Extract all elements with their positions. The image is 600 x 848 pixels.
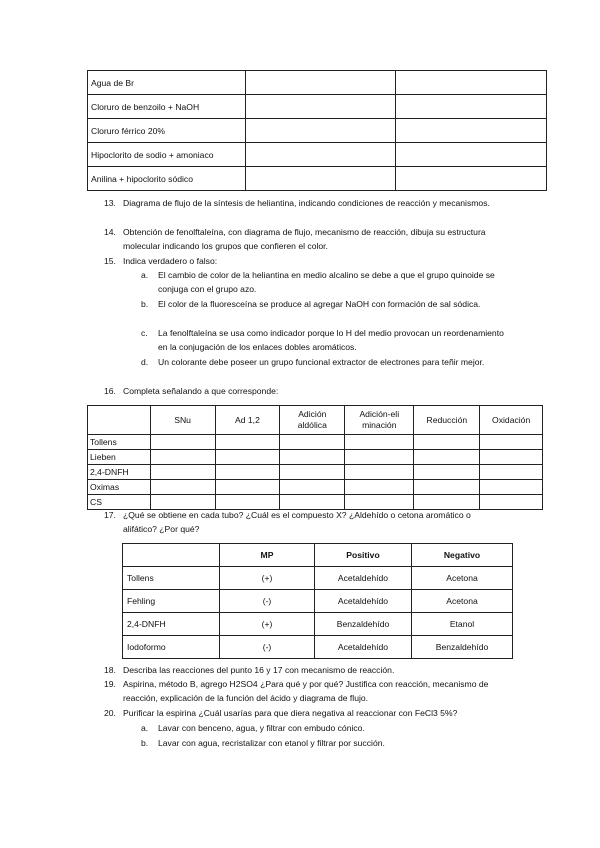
cell	[480, 465, 543, 480]
cell	[150, 435, 215, 450]
question-text: Aspirina, método B, agrego H2SO4 ¿Para qué y por qué? Justifica con reacción, mecanismo de reacción, explicación de la función del ácido y diagrama de flujo.	[123, 679, 489, 703]
table-row	[88, 167, 547, 191]
question-number: 13.	[104, 198, 116, 208]
item-text: Lavar con agua, recristalizar con etanol y filtrar por succión.	[158, 738, 385, 748]
question-number: 16.	[104, 386, 116, 396]
column-header	[123, 544, 220, 567]
row-label: Lieben	[88, 450, 151, 465]
row-label: Cloruro férrico 20%	[88, 119, 246, 143]
column-header: SNu	[150, 406, 215, 435]
cell	[150, 480, 215, 495]
table-header-row	[88, 406, 543, 435]
item-text: Un colorante debe poseer un grupo funcional extractor de electrones para teñir mejor.	[158, 357, 485, 367]
negative-cell: Etanol	[412, 613, 513, 636]
item-text: El color de la fluoresceína se produce al agregar NaOH con formación de sal sódica.	[158, 299, 481, 309]
cell	[345, 465, 414, 480]
question-text: Diagrama de flujo de la síntesis de heliantina, indicando condiciones de reacción y mecanismos.	[123, 198, 490, 208]
mp-cell: (+)	[220, 613, 315, 636]
item-letter: d.	[141, 357, 149, 367]
table-row	[123, 590, 513, 613]
mp-cell: (-)	[220, 590, 315, 613]
column-header: Oxidación	[480, 406, 543, 435]
row-label: Hipoclorito de sodio + amoniaco	[88, 143, 246, 167]
negative-cell: Acetona	[412, 567, 513, 590]
column-header: Adición aldólica	[280, 406, 345, 435]
question-number: 19.	[104, 679, 116, 689]
cell	[280, 480, 345, 495]
cell	[246, 71, 396, 95]
table-row	[88, 450, 543, 465]
table-row	[88, 95, 547, 119]
column-header: Ad 1,2	[215, 406, 280, 435]
row-label: CS	[88, 495, 151, 510]
question-number: 17.	[104, 510, 116, 520]
cell	[150, 450, 215, 465]
table-row	[123, 613, 513, 636]
column-header: Positivo	[315, 544, 412, 567]
cell	[246, 167, 396, 191]
item-text: Lavar con benceno, agua, y filtrar con embudo cónico.	[158, 723, 365, 733]
item-letter: b.	[141, 299, 149, 309]
question-text: Purificar la espirina ¿Cuál usarías para que diera negativa al reaccionar con FeCl3 5%?	[123, 708, 458, 718]
cell	[246, 95, 396, 119]
cell	[280, 450, 345, 465]
cell	[414, 480, 480, 495]
reaction-type-table	[87, 405, 543, 510]
table-row	[88, 143, 547, 167]
cell	[480, 450, 543, 465]
table-row	[88, 480, 543, 495]
question-text: Obtención de fenolftaleína, con diagrama de flujo, mecanismo de reacción, dibuja su estructura molecular indicando los grupos que confieren el color.	[123, 227, 486, 251]
question-number: 18.	[104, 665, 116, 675]
item-text: El cambio de color de la heliantina en medio alcalino se debe a que el grupo quinoide se conjuga con el grupo azo.	[158, 270, 495, 294]
row-label: Fehling	[123, 590, 220, 613]
question-number: 20.	[104, 708, 116, 718]
table-row	[88, 119, 547, 143]
cell	[396, 119, 547, 143]
cell	[345, 450, 414, 465]
question-text: Describa las reacciones del punto 16 y 17 con mecanismo de reacción.	[123, 665, 395, 675]
question-text: ¿Qué se obtiene en cada tubo? ¿Cuál es el compuesto X? ¿Aldehído o cetona aromático o alifático? ¿Por qué?	[123, 510, 471, 534]
row-label: Agua de Br	[88, 71, 246, 95]
item-letter: c.	[141, 328, 148, 338]
positive-cell: Benzaldehído	[315, 613, 412, 636]
row-label: Tollens	[123, 567, 220, 590]
cell	[396, 167, 547, 191]
question-number: 15.	[104, 256, 116, 266]
row-label: 2,4-DNFH	[88, 465, 151, 480]
cell	[396, 95, 547, 119]
column-header	[88, 406, 151, 435]
mp-cell: (-)	[220, 636, 315, 659]
cell	[215, 480, 280, 495]
table-row	[88, 435, 543, 450]
negative-cell: Benzaldehído	[412, 636, 513, 659]
cell	[396, 143, 547, 167]
row-label: Cloruro de benzoilo + NaOH	[88, 95, 246, 119]
column-header: Negativo	[412, 544, 513, 567]
row-label: Iodoformo	[123, 636, 220, 659]
test-results-table	[122, 543, 513, 659]
row-label: Tollens	[88, 435, 151, 450]
column-header: Reducción	[414, 406, 480, 435]
cell	[246, 119, 396, 143]
cell	[396, 71, 547, 95]
item-text: La fenolftaleína se usa como indicador porque lo H del medio provocan un reordenamiento en la conjugación de los enlaces dobles aromáticos.	[158, 328, 504, 352]
positive-cell: Acetaldehído	[315, 567, 412, 590]
item-letter: a.	[141, 723, 149, 733]
cell	[150, 465, 215, 480]
table-row	[123, 567, 513, 590]
question-number: 14.	[104, 227, 116, 237]
cell	[280, 435, 345, 450]
table-row	[123, 636, 513, 659]
row-label: Oximas	[88, 480, 151, 495]
mp-cell: (+)	[220, 567, 315, 590]
item-letter: a.	[141, 270, 149, 280]
question-text: Completa señalando a que corresponde:	[123, 386, 279, 396]
cell	[414, 465, 480, 480]
negative-cell: Acetona	[412, 590, 513, 613]
cell	[345, 480, 414, 495]
table-header-row	[123, 544, 513, 567]
cell	[215, 435, 280, 450]
row-label: Anilina + hipoclorito sódico	[88, 167, 246, 191]
cell	[215, 465, 280, 480]
column-header: Adición-eli minación	[345, 406, 414, 435]
positive-cell: Acetaldehído	[315, 636, 412, 659]
cell	[345, 435, 414, 450]
cell	[480, 480, 543, 495]
cell	[246, 143, 396, 167]
question-text: Indica verdadero o falso:	[123, 256, 218, 266]
positive-cell: Acetaldehído	[315, 590, 412, 613]
cell	[280, 465, 345, 480]
cell	[480, 435, 543, 450]
cell	[215, 450, 280, 465]
item-letter: b.	[141, 738, 149, 748]
reagents-table	[87, 70, 547, 191]
row-label: 2,4-DNFH	[123, 613, 220, 636]
table-row	[88, 465, 543, 480]
table-row	[88, 71, 547, 95]
column-header: MP	[220, 544, 315, 567]
cell	[414, 435, 480, 450]
cell	[414, 450, 480, 465]
